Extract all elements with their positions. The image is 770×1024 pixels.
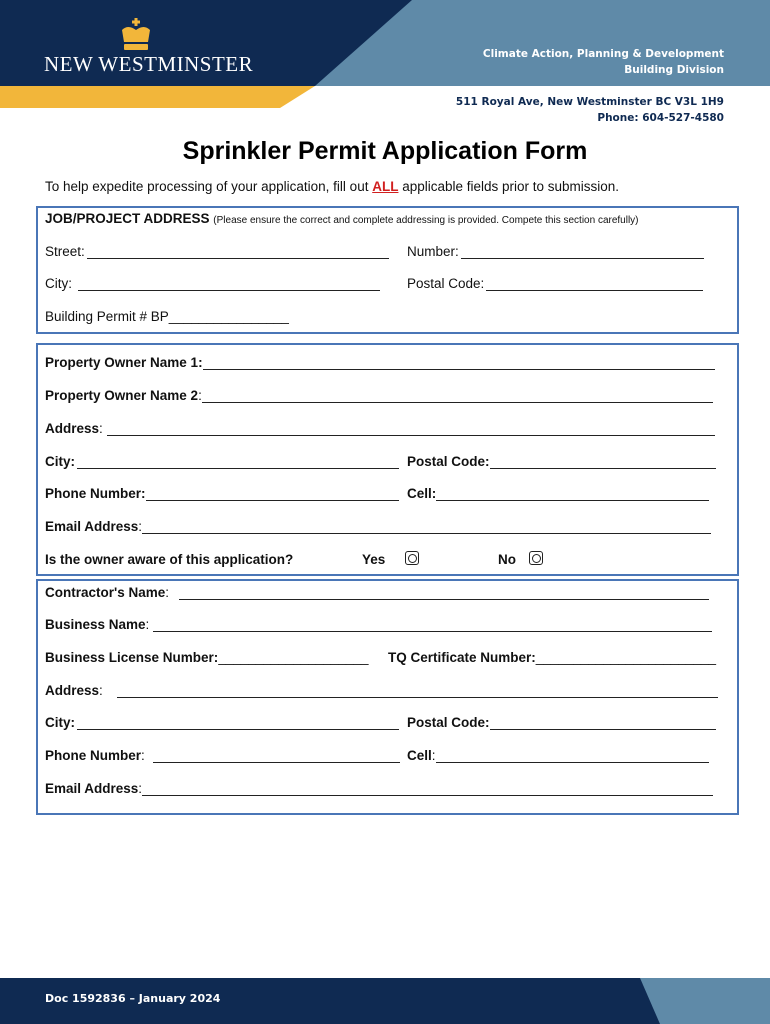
crown-icon xyxy=(120,18,152,52)
no-label: No xyxy=(498,552,516,567)
contractor-city-field[interactable] xyxy=(45,715,399,730)
owner-phone-field[interactable] xyxy=(45,486,399,501)
no-checkbox[interactable] xyxy=(529,551,543,565)
owner-postal-field[interactable] xyxy=(407,454,716,469)
owner-name1-label: Property Owner Name 1 xyxy=(45,355,199,370)
owner-aware-question: Is the owner aware of this application? xyxy=(45,552,294,567)
business-name-label: Business Name xyxy=(45,617,146,632)
owner-name2-field[interactable]: Property Owner Name 2 : xyxy=(45,388,713,403)
building-permit-field[interactable] xyxy=(45,309,289,324)
business-name-field[interactable]: Business Name : xyxy=(45,617,712,632)
logo-wordmark: NEW WESTMINSTER xyxy=(44,52,254,76)
number-field[interactable] xyxy=(407,244,704,259)
owner-address-field[interactable]: Address : xyxy=(45,421,715,436)
owner-address-label: Address xyxy=(45,421,100,436)
job-heading: JOB/PROJECT ADDRESS xyxy=(45,211,210,226)
owner-city-label: City: xyxy=(45,454,75,469)
intro-emphasis: ALL xyxy=(372,179,399,194)
license-number-label: Business License Number: xyxy=(45,650,219,665)
contractor-email-field[interactable]: Email Address : xyxy=(45,781,713,796)
license-number-blank: ____________________ xyxy=(218,650,369,665)
contractor-name-field[interactable]: Contractor's Name : xyxy=(45,585,709,600)
contractor-name-label: Contractor's Name xyxy=(45,585,166,600)
street-field[interactable] xyxy=(45,244,389,259)
yes-checkbox[interactable] xyxy=(405,551,419,565)
owner-phone-label: Phone Number: xyxy=(45,486,146,501)
contractor-postal-field[interactable] xyxy=(407,715,716,730)
department-info xyxy=(483,46,724,78)
owner-name1-field[interactable]: Property Owner Name 1 : xyxy=(45,355,715,370)
office-contact xyxy=(456,94,724,126)
contractor-postal-label: Postal Code: xyxy=(407,715,490,730)
number-label: Number: xyxy=(407,244,459,259)
owner-name2-label: Property Owner Name 2 xyxy=(45,388,199,403)
owner-cell-label: Cell: xyxy=(407,486,437,501)
license-number-field[interactable] xyxy=(45,650,368,665)
contractor-phone-label: Phone Number xyxy=(45,748,142,763)
page-title: Sprinkler Permit Application Form xyxy=(182,137,588,165)
owner-city-field[interactable] xyxy=(45,454,399,469)
tq-certificate-field[interactable] xyxy=(388,650,716,665)
tq-certificate-blank: ________________________ xyxy=(535,650,716,665)
intro-before: To help expedite processing of your application, fill out xyxy=(45,179,373,194)
yes-label: Yes xyxy=(362,552,386,567)
contractor-email-label: Email Address xyxy=(45,781,139,796)
contractor-cell-field[interactable]: Cell : xyxy=(407,748,709,763)
building-permit-label: Building Permit # BP________________ xyxy=(45,309,289,324)
job-city-label: City: xyxy=(45,276,72,291)
job-city-field[interactable] xyxy=(45,276,380,291)
job-section-heading xyxy=(45,211,639,226)
contractor-address-label: Address xyxy=(45,683,100,698)
job-postal-field[interactable] xyxy=(407,276,703,291)
job-postal-label: Postal Code: xyxy=(407,276,485,291)
owner-email-field[interactable]: Email Address : xyxy=(45,519,711,534)
job-note: (Please ensure the correct and complete addressing is provided. Compete this section carefully) xyxy=(213,215,639,226)
contractor-cell-label: Cell xyxy=(407,748,432,763)
street-label: Street: xyxy=(45,244,85,259)
owner-email-label: Email Address xyxy=(45,519,139,534)
owner-postal-label: Postal Code: xyxy=(407,454,490,469)
department-name: Climate Action, Planning & Development xyxy=(482,48,724,60)
intro-after: applicable fields prior to submission. xyxy=(398,179,620,194)
contractor-address-field[interactable]: Address : xyxy=(45,683,718,698)
owner-cell-field[interactable] xyxy=(407,486,709,501)
division-name: Building Division xyxy=(624,64,724,76)
office-phone: Phone: 604-527-4580 xyxy=(597,112,724,124)
contractor-phone-field[interactable]: Phone Number : xyxy=(45,748,400,763)
office-address: 511 Royal Ave, New Westminster BC V3L 1H9 xyxy=(455,96,724,108)
contractor-city-label: City: xyxy=(45,715,75,730)
document-reference: Doc 1592836 – January 2024 xyxy=(45,992,221,1005)
intro-text xyxy=(45,179,619,194)
tq-certificate-label: TQ Certificate Number: xyxy=(388,650,536,665)
